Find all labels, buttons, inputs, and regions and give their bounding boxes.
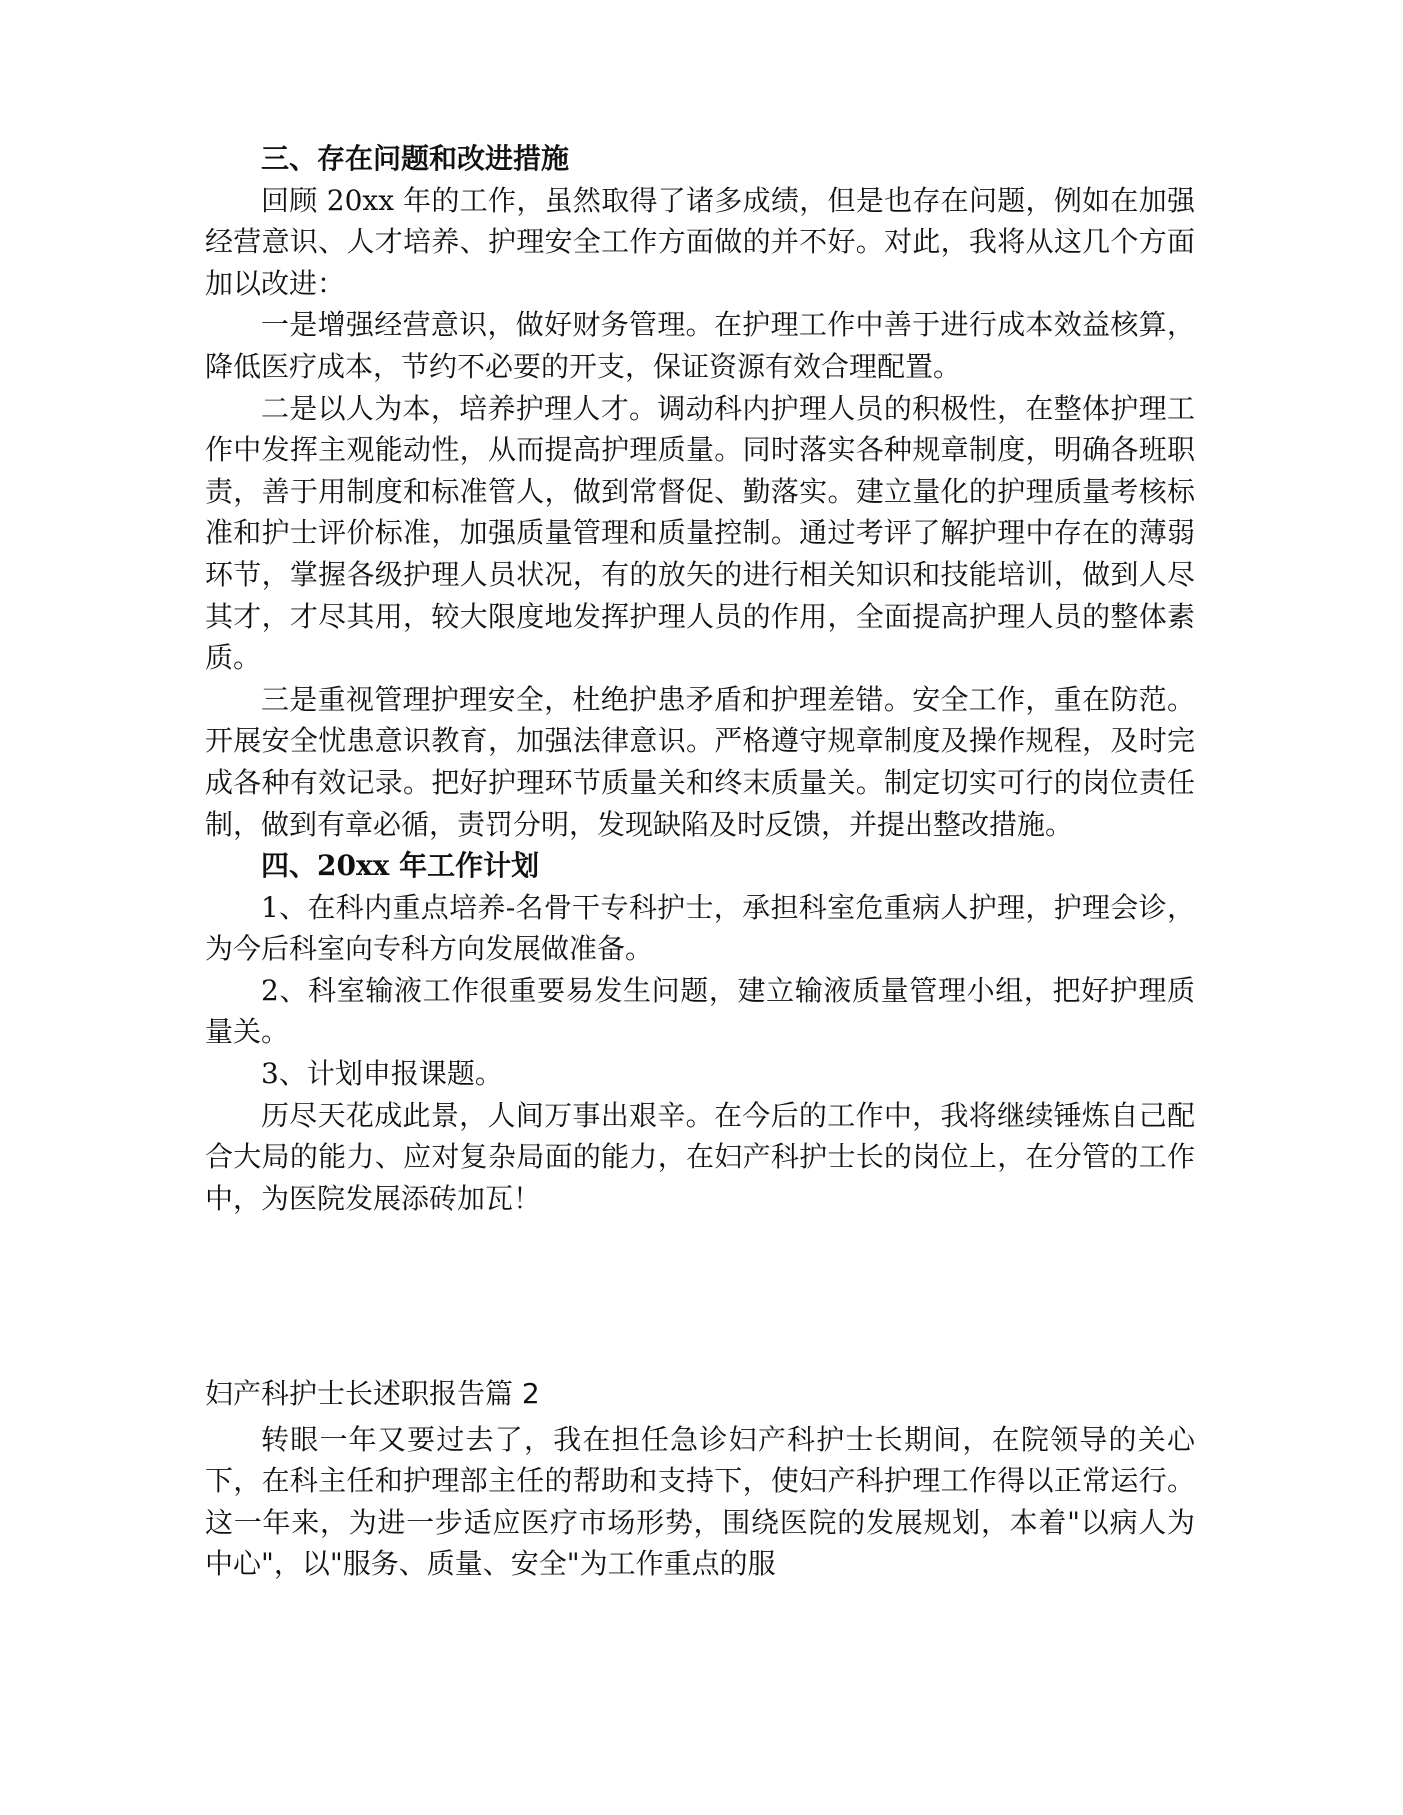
paragraph-item-3: 三是重视管理护理安全，杜绝护患矛盾和护理差错。安全工作，重在防范。开展安全忧患意识教育，加强法律意识。严格遵守规章制度及操作规程，及时完成各种有效记录。把好护理环节质量关和终末质量关。制定切实可行的岗位责任制，做到有章必循，责罚分明，发现缺陷及时反馈，并提出整改措施。 (205, 682, 1195, 841)
plan-item-2: 2、科室输液工作很重要易发生问题，建立输液质量管理小组，把好护理质量关。 (205, 973, 1195, 1049)
paragraph-intro: 转眼一年又要过去了，我在担任急诊妇产科护士长期间，在院领导的关心下，在科主任和护理部主任的帮助和支持下，使妇产科护理工作得以正常运行。这一年来，为进一步适应医疗市场形势，围绕医院的发展规划，本着"以病人为中心"，以"服务、质量、安全"为工作重点的服 (205, 1422, 1195, 1581)
paragraph-closing: 历尽天花成此景，人间万事出艰辛。在今后的工作中，我将继续锤炼自己配合大局的能力、应对复杂局面的能力，在妇产科护士长的岗位上，在分管的工作中，为医院发展添砖加瓦！ (205, 1098, 1195, 1215)
paragraph-item-1: 一是增强经营意识，做好财务管理。在护理工作中善于进行成本效益核算，降低医疗成本，节约不必要的开支，保证资源有效合理配置。 (205, 308, 1195, 383)
plan-item-1: 1、在科内重点培养-名骨干专科护士，承担科室危重病人护理，护理会诊，为今后科室向专科方向发展做准备。 (205, 890, 1195, 966)
plan-item-3: 3、计划申报课题。 (261, 1057, 503, 1091)
section-heading-problems: 三、存在问题和改进措施 (261, 142, 570, 175)
paragraph-item-2: 二是以人为本，培养护理人才。调动科内护理人员的积极性，在整体护理工作中发挥主观能动性，从而提高护理质量。同时落实各种规章制度，明确各班职责，善于用制度和标准管人，做到常督促、勤落实。建立量化的护理质量考核标准和护士评价标准，加强质量管理和质量控制。通过考评了解护理中存在的薄弱环节，掌握各级护理人员状况，有的放矢的进行相关知识和技能培训，做到人尽其才，才尽其用，较大限度地发挥护理人员的作用，全面提高护理人员的整体素质。 (205, 391, 1195, 675)
report-title-2: 妇产科护士长述职报告篇 2 (205, 1377, 540, 1410)
report-part-1 (205, 138, 1195, 1219)
section-heading-plan: 四、20xx 年工作计划 (261, 849, 540, 883)
report-part-2 (205, 1373, 1195, 1585)
paragraph-review: 回顾 20xx 年的工作，虽然取得了诸多成绩，但是也存在问题，例如在加强经营意识、人才培养、护理安全工作方面做的并不好。对此，我将从这几个方面加以改进： (205, 183, 1195, 300)
